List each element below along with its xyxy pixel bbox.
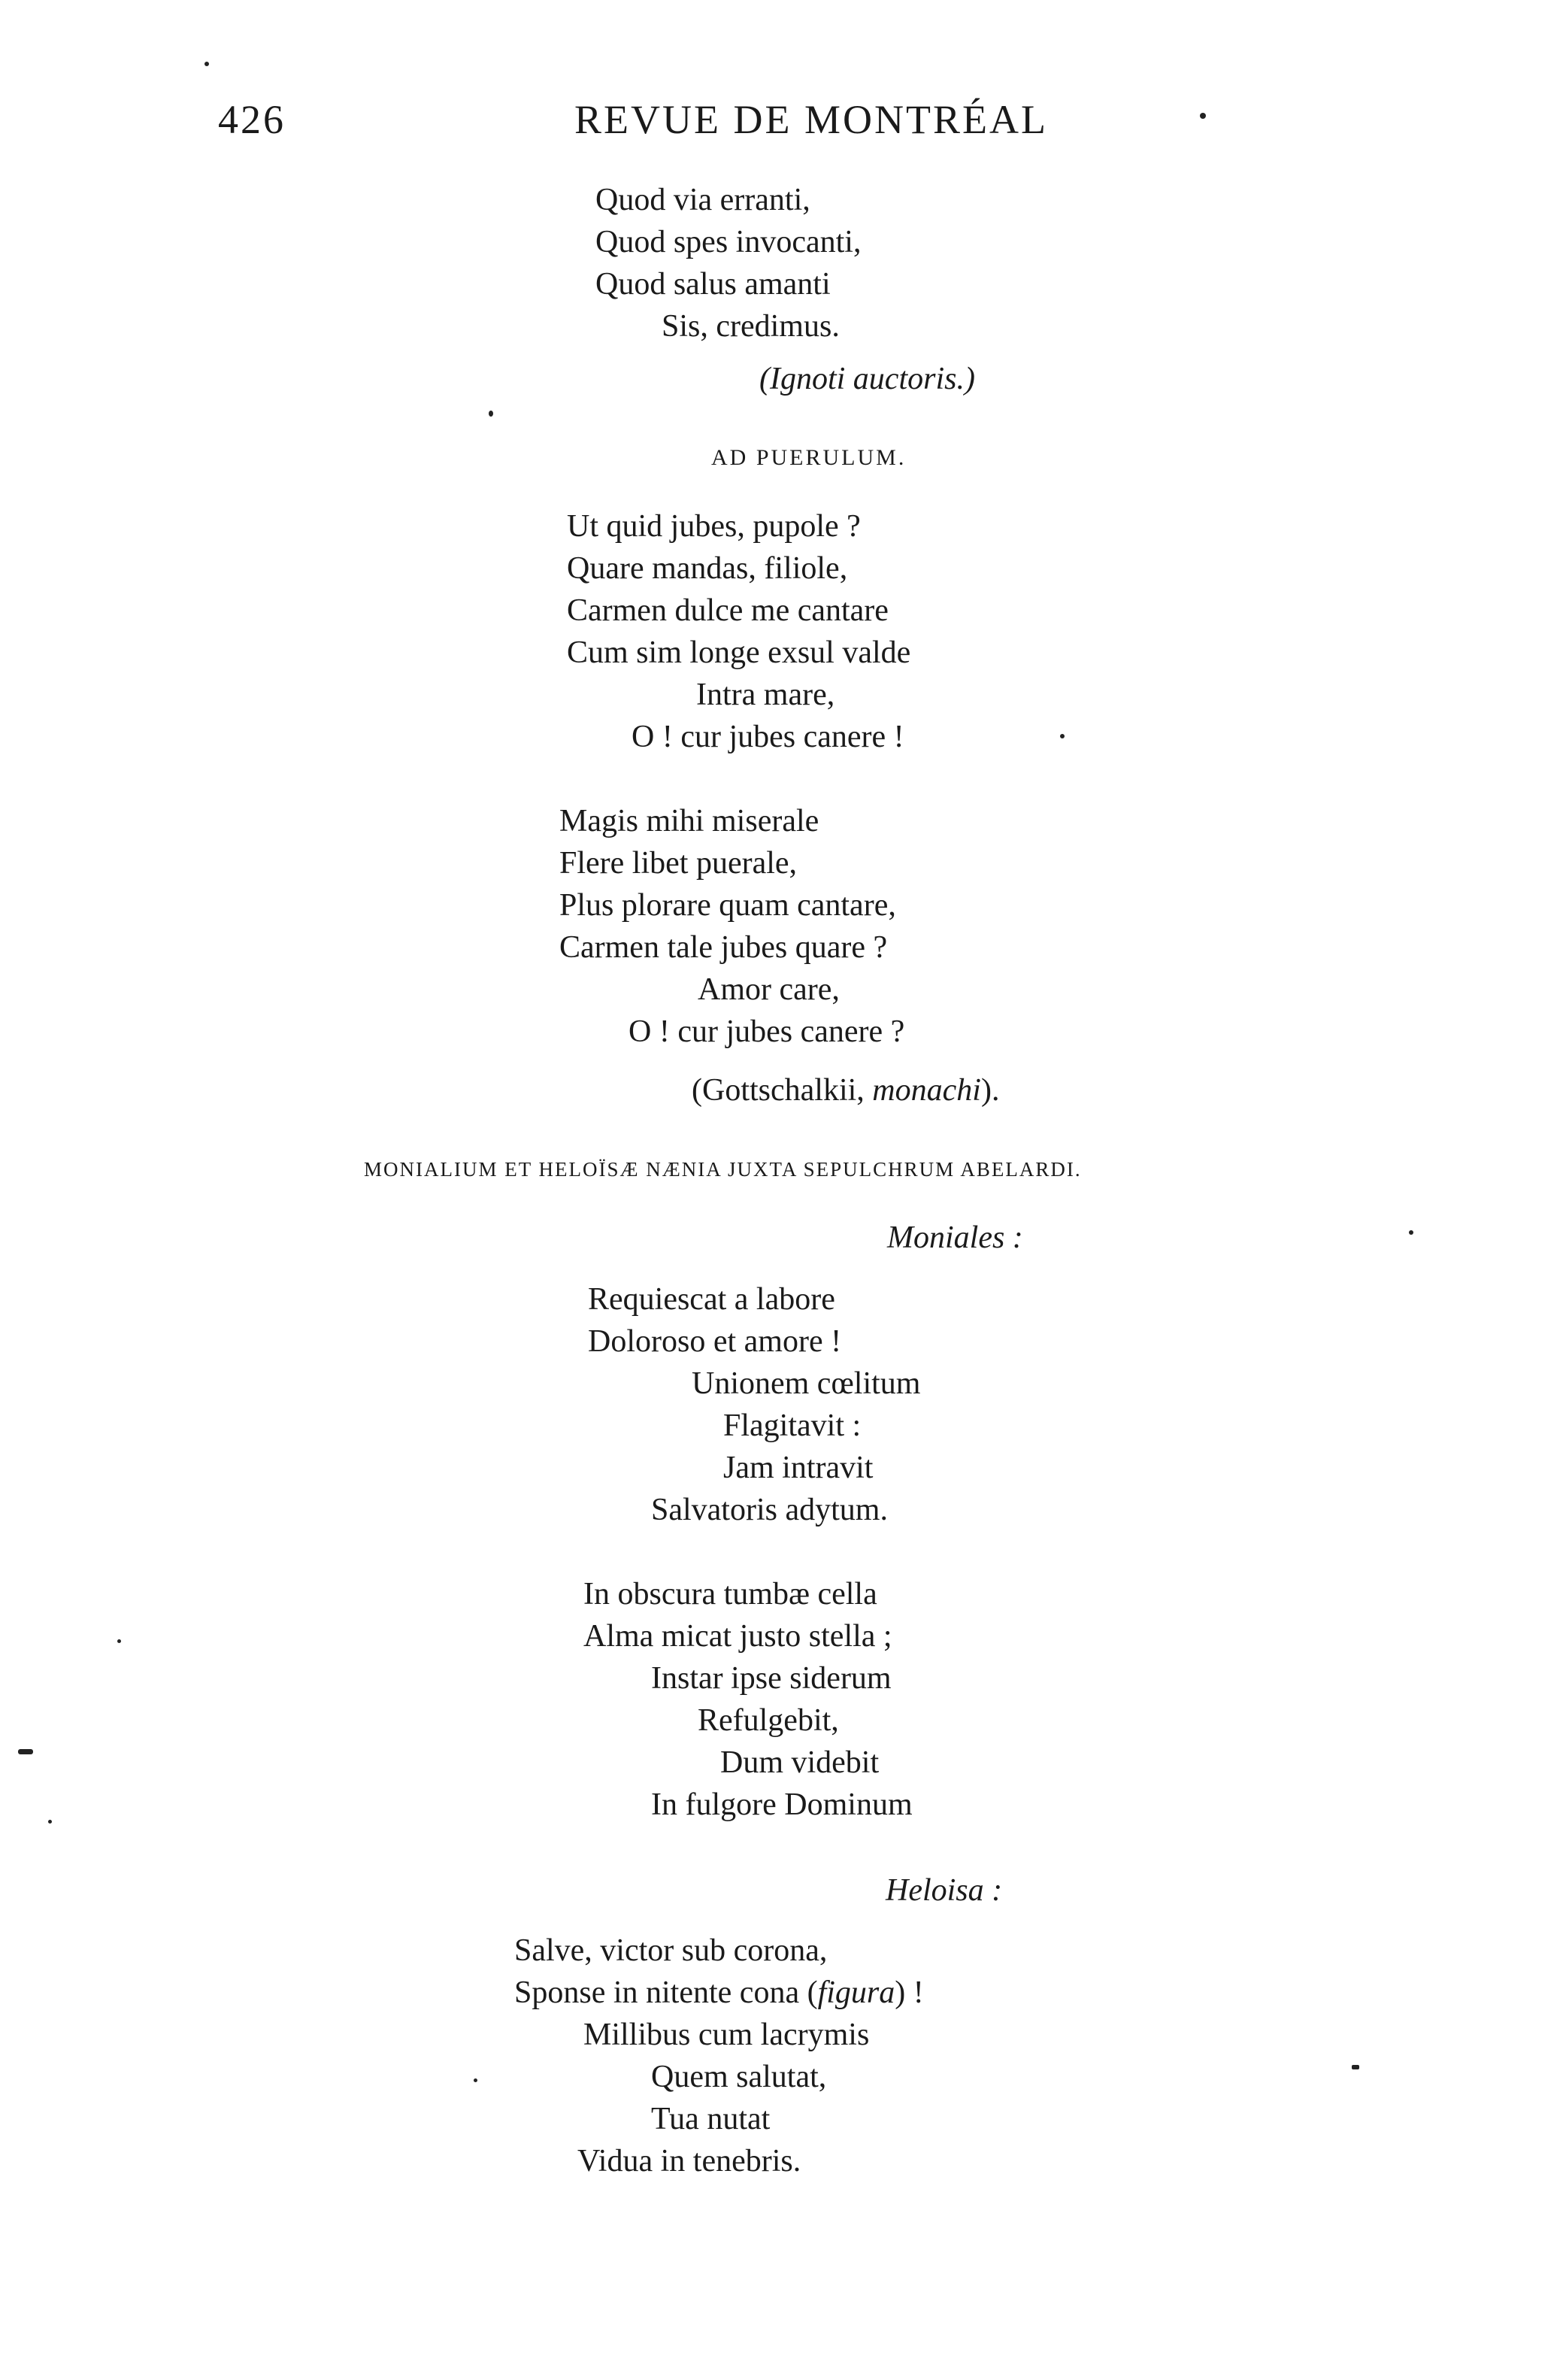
poem-line: Tua nutat	[651, 2102, 771, 2136]
attribution-close: ).	[980, 1073, 1000, 1108]
poem-line: Magis mihi miserale	[559, 804, 819, 838]
page-number: 426	[218, 97, 286, 142]
poem-line-italic: figura	[817, 1975, 895, 2010]
poem-line: Flere libet puerale,	[559, 846, 798, 881]
poem-line	[514, 1972, 924, 2014]
section-title: MONIALIUM ET HELOÏSÆ NÆNIA JUXTA SEPULCHRUM ABELARDI.	[364, 1158, 1082, 1181]
poem-line: Unionem cœlitum	[692, 1366, 921, 1401]
poem-line: Carmen dulce me cantare	[567, 593, 889, 628]
poem-line: Jam intravit	[723, 1451, 874, 1485]
poem-line: Instar ipse siderum	[651, 1661, 892, 1696]
speaker: Heloisa :	[886, 1873, 1003, 1908]
poem-line: Carmen tale jubes quare ?	[559, 930, 888, 965]
poem-line: Quod via erranti,	[595, 183, 810, 217]
scan-speck	[204, 62, 209, 66]
poem-line: Amor care,	[698, 972, 840, 1007]
scan-speck	[1200, 113, 1206, 119]
poem-line: O ! cur jubes canere ?	[629, 1014, 905, 1049]
poem-line: Alma micat justo stella ;	[583, 1619, 892, 1654]
scan-speck	[489, 411, 493, 417]
poem-line: Salve, victor sub corona,	[514, 1933, 828, 1968]
poem-line: Doloroso et amore !	[588, 1324, 842, 1359]
scan-speck	[1409, 1230, 1413, 1235]
poem-line: Sis, credimus.	[662, 309, 840, 344]
poem-line: Ut quid jubes, pupole ?	[567, 509, 861, 544]
scan-speck	[1060, 734, 1065, 738]
scan-speck	[474, 2078, 477, 2082]
scan-speck	[1352, 2065, 1359, 2069]
poem-line: Millibus cum lacrymis	[583, 2018, 870, 2052]
poem-line: Plus plorare quam cantare,	[559, 888, 896, 923]
speaker: Moniales :	[887, 1220, 1023, 1255]
running-title: REVUE DE MONTRÉAL	[574, 97, 1048, 142]
poem-line: Flagitavit :	[723, 1408, 862, 1443]
attribution: (Ignoti auctoris.)	[759, 362, 975, 396]
poem-line: Quod spes invocanti,	[595, 225, 862, 259]
attribution-author: (Gottschalkii,	[692, 1073, 873, 1108]
poem-line: Refulgebit,	[698, 1703, 839, 1738]
poem-line: Quod salus amanti	[595, 267, 831, 302]
poem-line-pre: Sponse in nitente cona (	[514, 1975, 818, 2010]
scan-speck	[117, 1639, 121, 1643]
scan-speck	[18, 1749, 33, 1754]
poem-line: Quem salutat,	[651, 2060, 827, 2094]
attribution-role: monachi	[872, 1073, 981, 1108]
attribution	[692, 1069, 999, 1111]
poem-line: Dum videbit	[720, 1745, 880, 1780]
poem-line: Vidua in tenebris.	[577, 2144, 801, 2178]
scan-speck	[48, 1820, 52, 1824]
section-title: AD PUERULUM.	[711, 445, 907, 470]
poem-line-post: ) !	[895, 1975, 924, 2010]
poem-line: Cum sim longe exsul valde	[567, 635, 911, 670]
poem-line: O ! cur jubes canere !	[632, 720, 904, 754]
poem-line: In fulgore Dominum	[651, 1787, 913, 1822]
poem-line: Requiescat a labore	[588, 1282, 835, 1317]
poem-line: Intra mare,	[696, 678, 835, 712]
poem-line: Salvatoris adytum.	[651, 1493, 888, 1527]
poem-line: In obscura tumbæ cella	[583, 1577, 877, 1611]
poem-line: Quare mandas, filiole,	[567, 551, 848, 586]
